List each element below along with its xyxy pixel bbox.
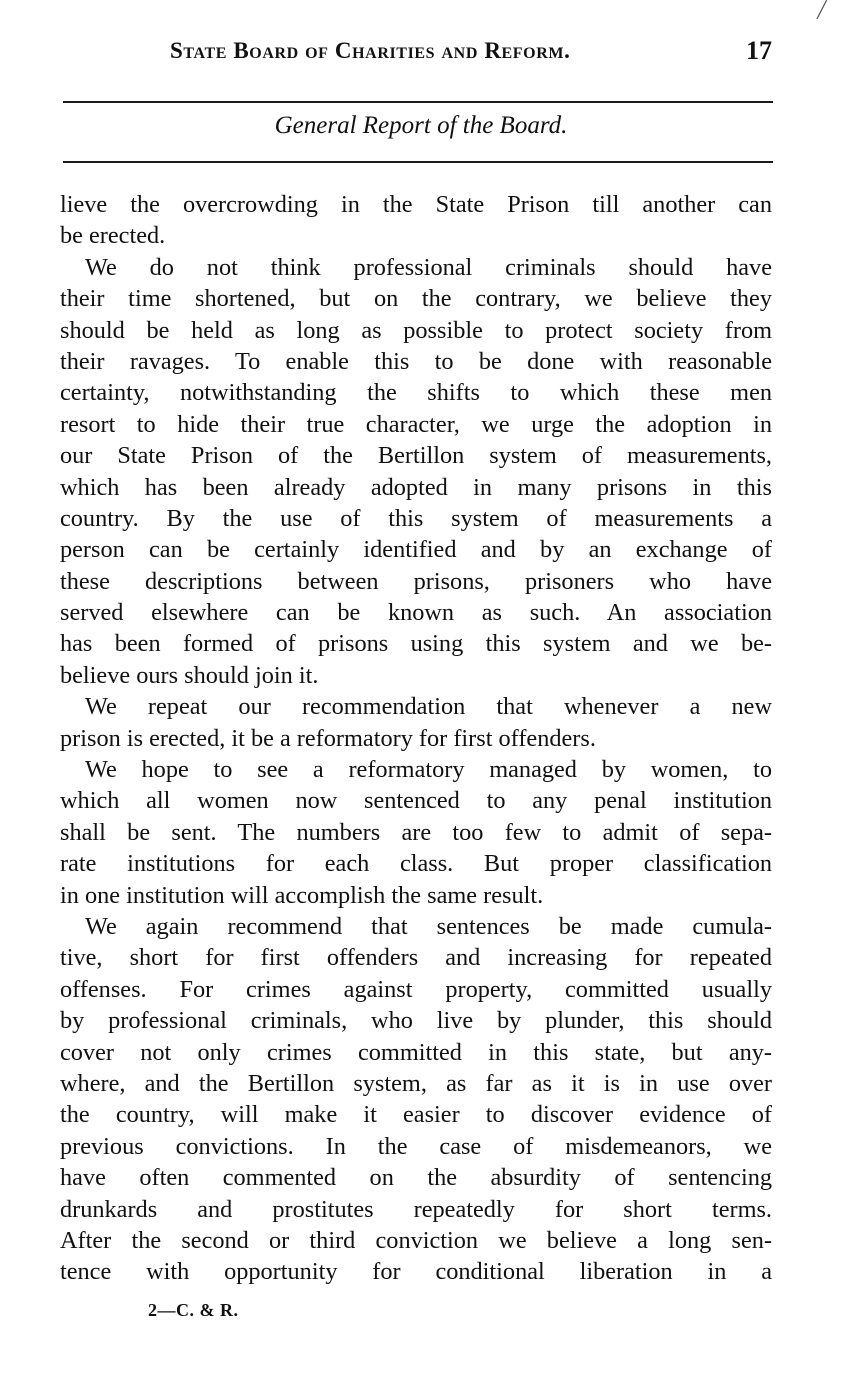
body-line: prison is erected, it be a reformatory for first offenders. bbox=[60, 724, 596, 752]
body-line: person can be certainly identified and by an exchange of bbox=[60, 536, 772, 564]
body-text bbox=[60, 189, 772, 1288]
body-line: where, and the Bertillon system, as far as it is in use over bbox=[60, 1069, 772, 1097]
body-line: tive, short for first offenders and increasing for repeated bbox=[60, 944, 772, 972]
corner-pen-mark: ╱ bbox=[817, 0, 827, 19]
body-line: cover not only crimes committed in this state, but any- bbox=[60, 1038, 772, 1066]
body-line: We hope to see a reformatory managed by women, to bbox=[85, 756, 772, 784]
body-line: these descriptions between prisons, prisoners who have bbox=[60, 567, 772, 595]
body-line: which all women now sentenced to any penal institution bbox=[60, 787, 772, 815]
body-line: have often commented on the absurdity of sentencing bbox=[60, 1164, 772, 1192]
body-line: rate institutions for each class. But proper classification bbox=[60, 850, 772, 878]
running-title: State Board of Charities and Reform. bbox=[170, 38, 571, 63]
header-rule-bottom bbox=[63, 161, 773, 163]
body-line: be erected. bbox=[60, 222, 166, 250]
body-line: shall be sent. The numbers are too few to admit of sepa- bbox=[60, 818, 772, 846]
body-line: their ravages. To enable this to be done with reasonable bbox=[60, 347, 772, 375]
body-line: certainty, notwithstanding the shifts to which these men bbox=[60, 379, 772, 407]
body-line: our State Prison of the Bertillon system of measurements, bbox=[60, 442, 772, 470]
body-line: has been formed of prisons using this system and we be- bbox=[60, 630, 772, 658]
page-number: 17 bbox=[746, 36, 772, 65]
body-line: which has been already adopted in many prisons in this bbox=[60, 473, 772, 501]
body-line: resort to hide their true character, we urge the adoption in bbox=[60, 410, 772, 438]
body-line: We again recommend that sentences be made cumula- bbox=[85, 912, 772, 940]
signature-mark: 2—C. & R. bbox=[148, 1300, 239, 1320]
body-line: their time shortened, but on the contrary, we believe they bbox=[60, 285, 772, 313]
body-line: We do not think professional criminals should have bbox=[85, 253, 772, 281]
body-line: We repeat our recommendation that whenever a new bbox=[85, 693, 772, 721]
body-line: by professional criminals, who live by plunder, this should bbox=[60, 1007, 772, 1035]
body-line: After the second or third conviction we believe a long sen- bbox=[60, 1226, 772, 1254]
body-line: lieve the overcrowding in the State Prison till another can bbox=[60, 191, 772, 218]
body-line: drunkards and prostitutes repeatedly for short terms. bbox=[60, 1195, 772, 1223]
section-title: General Report of the Board. bbox=[274, 112, 568, 139]
body-line: country. By the use of this system of measurements a bbox=[60, 504, 772, 532]
header-rule-top bbox=[63, 101, 773, 103]
body-line: offenses. For crimes against property, committed usually bbox=[60, 975, 772, 1003]
running-head bbox=[0, 34, 842, 70]
body-line: should be held as long as possible to protect society from bbox=[60, 316, 772, 344]
body-line: believe ours should join it. bbox=[60, 661, 319, 689]
body-line: served elsewhere can be known as such. An association bbox=[60, 599, 772, 627]
body-line: the country, will make it easier to discover evidence of bbox=[60, 1101, 772, 1129]
body-line: in one institution will accomplish the same result. bbox=[60, 881, 544, 909]
body-line: tence with opportunity for conditional liberation in a bbox=[60, 1258, 772, 1286]
body-line: previous convictions. In the case of misdemeanors, we bbox=[60, 1132, 772, 1160]
